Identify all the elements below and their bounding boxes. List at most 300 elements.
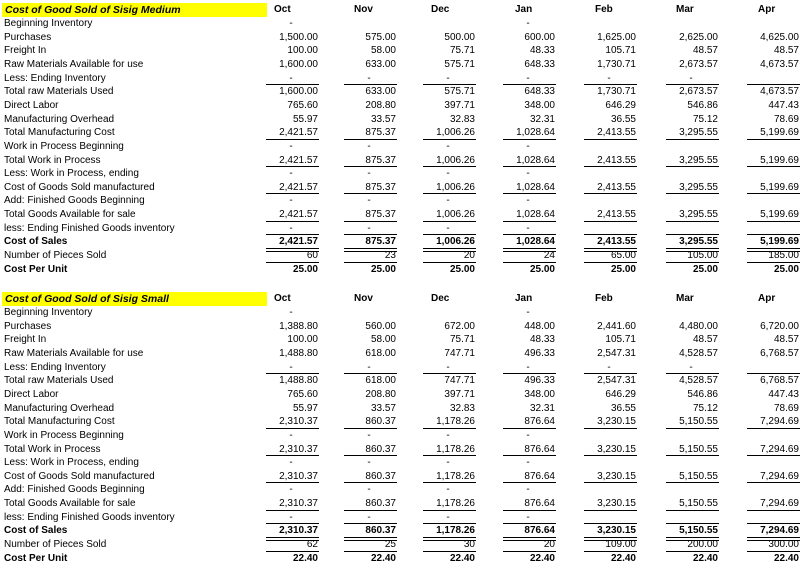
cell-apr[interactable]: 48.57 [773, 334, 799, 346]
month-header-apr: Apr [758, 293, 776, 304]
cell-nov[interactable]: 58.00 [370, 334, 396, 346]
cell-nov[interactable]: 33.57 [370, 402, 396, 414]
cell-feb[interactable]: 1,730.71 [597, 86, 636, 98]
cell-mar[interactable]: 25.00 [692, 263, 718, 275]
row-label: Freight In [4, 334, 47, 346]
cell-apr[interactable]: 78.69 [773, 402, 799, 414]
month-header-mar: Mar [676, 293, 694, 304]
row-label: Total raw Materials Used [4, 86, 114, 98]
cell-jan[interactable]: 496.33 [524, 347, 555, 359]
month-header-feb: Feb [595, 293, 613, 304]
cell-mar[interactable]: 75.12 [692, 113, 718, 125]
cell-oct[interactable]: - [289, 429, 293, 441]
row-label: Raw Materials Available for use [4, 58, 144, 70]
cell-nov[interactable]: 33.57 [370, 113, 396, 125]
cell-jan[interactable]: - [526, 457, 530, 469]
cell-feb[interactable]: 3,230.15 [597, 416, 636, 428]
cell-nov[interactable]: - [367, 511, 371, 523]
cell-oct[interactable]: 1,600.00 [279, 58, 318, 70]
cell-mar[interactable]: 48.57 [692, 334, 718, 346]
row-label: Manufacturing Overhead [4, 402, 115, 414]
cell-dec[interactable]: 397.71 [444, 99, 475, 111]
cell-jan[interactable]: 448.00 [524, 320, 555, 332]
cell-dec[interactable]: 747.71 [444, 347, 475, 359]
cell-nov[interactable]: 860.37 [365, 470, 396, 482]
cell-mar[interactable]: - [689, 72, 693, 84]
cell-dec[interactable]: 575.71 [444, 86, 475, 98]
cell-apr[interactable]: 7,294.69 [760, 525, 799, 537]
row-label: Manufacturing Overhead [4, 113, 115, 125]
cell-nov[interactable]: - [367, 72, 371, 84]
cell-jan[interactable]: 1,028.64 [516, 154, 555, 166]
cell-apr[interactable]: 5,199.69 [760, 236, 799, 248]
cell-oct[interactable]: 765.60 [287, 99, 318, 111]
cell-oct[interactable]: 62 [306, 539, 318, 551]
cell-apr[interactable]: 5,199.69 [760, 209, 799, 221]
cell-oct[interactable]: 2,310.37 [279, 443, 318, 455]
cell-nov[interactable]: 875.37 [365, 209, 396, 221]
cell-apr[interactable]: 5,199.69 [760, 181, 799, 193]
cell-dec[interactable]: 672.00 [444, 320, 475, 332]
cell-feb[interactable]: 2,547.31 [597, 347, 636, 359]
cell-dec[interactable]: - [446, 484, 450, 496]
row-label: Beginning Inventory [4, 307, 93, 318]
cell-dec[interactable]: 25.00 [449, 263, 475, 275]
cell-apr[interactable]: 22.40 [773, 552, 799, 564]
cell-nov[interactable]: - [367, 484, 371, 496]
row-label: Total Goods Available for sale [4, 498, 136, 510]
cell-jan[interactable]: 32.31 [529, 113, 555, 125]
cell-jan[interactable]: 32.31 [529, 402, 555, 414]
cell-nov[interactable]: - [367, 361, 371, 373]
cell-oct[interactable]: - [289, 195, 293, 207]
cell-nov[interactable]: 575.00 [365, 31, 396, 43]
cell-mar[interactable]: 5,150.55 [679, 416, 718, 428]
cell-nov[interactable]: 25.00 [370, 263, 396, 275]
cell-oct[interactable]: 55.97 [292, 113, 318, 125]
cell-mar[interactable]: - [689, 361, 693, 373]
cell-jan[interactable]: - [526, 168, 530, 180]
cell-feb[interactable]: 2,413.55 [597, 209, 636, 221]
cell-apr[interactable]: 4,673.57 [760, 86, 799, 98]
cell-feb[interactable]: 2,441.60 [597, 320, 636, 332]
row-label: Less: Ending Inventory [4, 361, 106, 373]
row-label: Purchases [4, 320, 52, 332]
row-label: Cost of Goods Sold manufactured [4, 181, 155, 193]
cell-oct[interactable]: 2,310.37 [279, 525, 318, 537]
cell-jan[interactable]: 348.00 [524, 388, 555, 400]
cell-oct[interactable]: - [289, 457, 293, 469]
cell-apr[interactable]: 447.43 [768, 388, 799, 400]
cell-nov[interactable]: 875.37 [365, 181, 396, 193]
cell-dec[interactable]: 1,178.26 [436, 525, 475, 537]
cell-nov[interactable]: - [367, 195, 371, 207]
cell-apr[interactable]: 300.00 [768, 539, 799, 551]
cell-jan[interactable]: 22.40 [529, 552, 555, 564]
cell-mar[interactable]: 4,528.57 [679, 347, 718, 359]
cell-nov[interactable]: 875.37 [365, 154, 396, 166]
cell-feb[interactable]: 22.40 [610, 552, 636, 564]
cell-nov[interactable]: 875.37 [365, 236, 396, 248]
cell-dec[interactable]: - [446, 195, 450, 207]
row-label: Purchases [4, 31, 52, 43]
month-header-oct: Oct [274, 293, 291, 304]
row-label: Total Work in Process [4, 443, 101, 455]
cell-jan[interactable]: - [526, 195, 530, 207]
cell-mar[interactable]: 3,295.55 [679, 209, 718, 221]
cell-jan[interactable]: - [526, 222, 530, 234]
cell-mar[interactable]: 5,150.55 [679, 443, 718, 455]
cell-oct[interactable]: 1,488.80 [279, 347, 318, 359]
cell-jan[interactable]: - [526, 140, 530, 152]
cell-dec[interactable]: 1,178.26 [436, 443, 475, 455]
cell-feb[interactable]: 2,547.31 [597, 375, 636, 387]
cell-border [747, 455, 800, 456]
cell-border [747, 428, 800, 429]
cell-dec[interactable]: 500.00 [444, 31, 475, 43]
cell-mar[interactable]: 105.00 [687, 250, 718, 262]
month-header-mar: Mar [676, 4, 694, 15]
cell-border [666, 428, 719, 429]
cell-feb[interactable]: 646.29 [605, 388, 636, 400]
cell-dec[interactable]: 75.71 [449, 45, 475, 57]
cell-mar[interactable]: 5,150.55 [679, 498, 718, 510]
cell-dec[interactable]: - [446, 222, 450, 234]
cell-jan[interactable]: 876.64 [524, 525, 555, 537]
cell-jan[interactable]: 876.64 [524, 498, 555, 510]
cell-apr[interactable]: 6,720.00 [760, 320, 799, 332]
cell-dec[interactable]: 1,178.26 [436, 498, 475, 510]
cell-dec[interactable]: 1,006.26 [436, 236, 475, 248]
cell-nov[interactable]: 618.00 [365, 347, 396, 359]
cell-oct[interactable]: 25.00 [292, 263, 318, 275]
month-header-dec: Dec [431, 4, 450, 15]
cell-oct[interactable]: - [289, 72, 293, 84]
cell-mar[interactable]: 3,295.55 [679, 154, 718, 166]
cell-apr[interactable]: 7,294.69 [760, 416, 799, 428]
cell-apr[interactable]: 185.00 [768, 250, 799, 262]
row-label: Cost Per Unit [4, 263, 68, 275]
cell-apr[interactable]: 5,199.69 [760, 127, 799, 139]
cell-jan[interactable]: - [526, 18, 530, 29]
cell-feb[interactable]: 2,413.55 [597, 154, 636, 166]
cell-oct[interactable]: 2,310.37 [279, 470, 318, 482]
cell-apr[interactable]: 25.00 [773, 263, 799, 275]
month-header-apr: Apr [758, 4, 776, 15]
cell-dec[interactable]: 1,006.26 [436, 154, 475, 166]
cell-nov[interactable]: - [367, 457, 371, 469]
cell-jan[interactable]: 20 [543, 539, 555, 551]
cell-apr[interactable]: 5,199.69 [760, 154, 799, 166]
cell-oct[interactable]: 55.97 [292, 402, 318, 414]
cell-oct[interactable]: 1,500.00 [279, 31, 318, 43]
cell-oct[interactable]: - [289, 484, 293, 496]
cell-jan[interactable]: 876.64 [524, 470, 555, 482]
cell-mar[interactable]: 48.57 [692, 45, 718, 57]
cell-dec[interactable]: 32.83 [449, 113, 475, 125]
cell-feb[interactable]: 2,413.55 [597, 181, 636, 193]
cell-mar[interactable]: 3,295.55 [679, 127, 718, 139]
cell-feb[interactable]: 36.55 [610, 402, 636, 414]
cell-border [666, 510, 719, 511]
cell-mar[interactable]: 3,295.55 [679, 236, 718, 248]
cell-oct[interactable]: 2,421.57 [279, 209, 318, 221]
cell-border [666, 482, 719, 483]
cell-dec[interactable]: - [446, 457, 450, 469]
row-label: Total raw Materials Used [4, 375, 114, 387]
cell-mar[interactable]: 4,528.57 [679, 375, 718, 387]
cell-mar[interactable]: 2,673.57 [679, 86, 718, 98]
cell-dec[interactable]: - [446, 140, 450, 152]
cell-jan[interactable]: - [526, 307, 530, 318]
cell-dec[interactable]: - [446, 168, 450, 180]
cell-dec[interactable]: 75.71 [449, 334, 475, 346]
cell-feb[interactable]: 1,625.00 [597, 31, 636, 43]
cell-feb[interactable]: 3,230.15 [597, 498, 636, 510]
cell-feb[interactable]: 3,230.15 [597, 443, 636, 455]
row-label: Direct Labor [4, 388, 59, 400]
section-title: Cost of Good Sold of Sisig Medium [2, 3, 267, 17]
cell-oct[interactable]: 60 [306, 250, 318, 262]
cell-mar[interactable]: 5,150.55 [679, 525, 718, 537]
cell-jan[interactable]: - [526, 511, 530, 523]
cell-nov[interactable]: 208.80 [365, 388, 396, 400]
row-label: Cost Per Unit [4, 552, 68, 564]
cell-nov[interactable]: 875.37 [365, 127, 396, 139]
cell-border [584, 193, 637, 194]
cell-oct[interactable]: - [289, 511, 293, 523]
cell-nov[interactable]: - [367, 140, 371, 152]
cell-nov[interactable]: 860.37 [365, 416, 396, 428]
cell-mar[interactable]: 546.86 [687, 99, 718, 111]
cell-jan[interactable]: 25.00 [529, 263, 555, 275]
cell-jan[interactable]: - [526, 484, 530, 496]
cell-nov[interactable]: 22.40 [370, 552, 396, 564]
row-label: Raw Materials Available for use [4, 347, 144, 359]
cell-oct[interactable]: 1,488.80 [279, 375, 318, 387]
cell-dec[interactable]: - [446, 361, 450, 373]
row-label: Cost of Sales [4, 236, 68, 248]
cell-oct[interactable]: 100.00 [287, 334, 318, 346]
cell-jan[interactable]: 24 [543, 250, 555, 262]
row-label: Less: Ending Inventory [4, 72, 106, 84]
cell-feb[interactable]: 65.00 [610, 250, 636, 262]
cell-jan[interactable]: - [526, 361, 530, 373]
cell-border [747, 510, 800, 511]
cell-border [584, 221, 637, 222]
cell-border [666, 221, 719, 222]
cell-oct[interactable]: 1,388.80 [279, 320, 318, 332]
cell-nov[interactable]: 560.00 [365, 320, 396, 332]
cell-nov[interactable]: 860.37 [365, 443, 396, 455]
cell-nov[interactable]: 633.00 [365, 58, 396, 70]
month-header-jan: Jan [515, 293, 533, 304]
cell-mar[interactable]: 4,480.00 [679, 320, 718, 332]
cell-border [666, 193, 719, 194]
cell-feb[interactable]: 105.71 [605, 334, 636, 346]
cell-feb[interactable]: 646.29 [605, 99, 636, 111]
cell-feb[interactable]: 3,230.15 [597, 525, 636, 537]
row-label: Total Manufacturing Cost [4, 416, 115, 428]
cell-dec[interactable]: 1,178.26 [436, 470, 475, 482]
cell-apr[interactable]: 78.69 [773, 113, 799, 125]
cell-dec[interactable]: - [446, 429, 450, 441]
row-label: Beginning Inventory [4, 18, 93, 29]
row-label: Total Work in Process [4, 154, 101, 166]
cell-jan[interactable]: 1,028.64 [516, 127, 555, 139]
cell-nov[interactable]: 633.00 [365, 86, 396, 98]
month-header-nov: Nov [354, 293, 373, 304]
cell-mar[interactable]: 2,673.57 [679, 58, 718, 70]
cell-oct[interactable]: - [289, 140, 293, 152]
cell-oct[interactable]: 765.60 [287, 388, 318, 400]
cell-dec[interactable]: 1,006.26 [436, 181, 475, 193]
cell-nov[interactable]: 23 [384, 250, 396, 262]
cell-jan[interactable]: 496.33 [524, 375, 555, 387]
cell-nov[interactable]: 618.00 [365, 375, 396, 387]
cell-jan[interactable]: 48.33 [529, 45, 555, 57]
cell-feb[interactable]: 1,730.71 [597, 58, 636, 70]
cell-oct[interactable]: - [289, 168, 293, 180]
row-label: less: Ending Finished Goods inventory [4, 222, 175, 234]
cell-jan[interactable]: 1,028.64 [516, 209, 555, 221]
cell-jan[interactable]: 600.00 [524, 31, 555, 43]
row-label: Number of Pieces Sold [4, 250, 107, 262]
cell-nov[interactable]: - [367, 222, 371, 234]
row-label: Total Manufacturing Cost [4, 127, 115, 139]
cell-jan[interactable]: 1,028.64 [516, 236, 555, 248]
cell-feb[interactable]: - [607, 361, 611, 373]
cell-oct[interactable]: 2,421.57 [279, 181, 318, 193]
cell-apr[interactable]: 4,625.00 [760, 31, 799, 43]
cell-oct[interactable]: 2,421.57 [279, 236, 318, 248]
cell-oct[interactable]: 22.40 [292, 552, 318, 564]
cell-dec[interactable]: 20 [463, 250, 475, 262]
cell-feb[interactable]: - [607, 72, 611, 84]
cell-dec[interactable]: 1,178.26 [436, 416, 475, 428]
cell-feb[interactable]: 2,413.55 [597, 236, 636, 248]
cell-apr[interactable]: 6,768.57 [760, 347, 799, 359]
cell-jan[interactable]: - [526, 72, 530, 84]
cell-border [747, 139, 800, 140]
row-label: Add: Finished Goods Beginning [4, 195, 145, 207]
cell-jan[interactable]: 48.33 [529, 334, 555, 346]
cell-mar[interactable]: 3,295.55 [679, 181, 718, 193]
cell-mar[interactable]: 5,150.55 [679, 470, 718, 482]
row-label: Cost of Sales [4, 525, 68, 537]
cell-oct[interactable]: - [289, 18, 293, 29]
cell-jan[interactable]: - [526, 429, 530, 441]
cell-feb[interactable]: 2,413.55 [597, 127, 636, 139]
cell-border [584, 482, 637, 483]
cell-border [584, 166, 637, 167]
cell-dec[interactable]: 32.83 [449, 402, 475, 414]
row-label: Add: Finished Goods Beginning [4, 484, 145, 496]
cell-dec[interactable]: - [446, 72, 450, 84]
row-label: Less: Work in Process, ending [4, 168, 139, 180]
cell-oct[interactable]: 2,421.57 [279, 127, 318, 139]
month-header-oct: Oct [274, 4, 291, 15]
cell-oct[interactable]: 1,600.00 [279, 86, 318, 98]
cell-border [747, 166, 800, 167]
cell-nov[interactable]: 58.00 [370, 45, 396, 57]
cell-feb[interactable]: 3,230.15 [597, 470, 636, 482]
month-header-jan: Jan [515, 4, 533, 15]
cell-apr[interactable]: 7,294.69 [760, 498, 799, 510]
cell-dec[interactable]: 1,006.26 [436, 127, 475, 139]
cell-dec[interactable]: 22.40 [449, 552, 475, 564]
cell-mar[interactable]: 2,625.00 [679, 31, 718, 43]
row-label: less: Ending Finished Goods inventory [4, 511, 175, 523]
cell-jan[interactable]: 648.33 [524, 86, 555, 98]
cell-mar[interactable]: 22.40 [692, 552, 718, 564]
cell-apr[interactable]: 48.57 [773, 45, 799, 57]
cell-mar[interactable]: 75.12 [692, 402, 718, 414]
cell-border [584, 510, 637, 511]
cell-apr[interactable]: 7,294.69 [760, 443, 799, 455]
cell-feb[interactable]: 25.00 [610, 263, 636, 275]
cell-border [747, 221, 800, 222]
cell-border [584, 455, 637, 456]
cell-mar[interactable]: 200.00 [687, 539, 718, 551]
cell-dec[interactable]: - [446, 511, 450, 523]
section-title: Cost of Good Sold of Sisig Small [2, 292, 267, 306]
cell-mar[interactable]: 546.86 [687, 388, 718, 400]
cell-dec[interactable]: 747.71 [444, 375, 475, 387]
cell-apr[interactable]: 7,294.69 [760, 470, 799, 482]
cell-oct[interactable]: - [289, 361, 293, 373]
cell-oct[interactable]: 2,310.37 [279, 498, 318, 510]
cell-jan[interactable]: 876.64 [524, 443, 555, 455]
cell-oct[interactable]: 2,421.57 [279, 154, 318, 166]
cell-apr[interactable]: 4,673.57 [760, 58, 799, 70]
row-label: Number of Pieces Sold [4, 539, 107, 551]
cell-nov[interactable]: 208.80 [365, 99, 396, 111]
cell-feb[interactable]: 109.00 [605, 539, 636, 551]
cell-jan[interactable]: 648.33 [524, 58, 555, 70]
cell-jan[interactable]: 348.00 [524, 99, 555, 111]
month-header-feb: Feb [595, 4, 613, 15]
month-header-nov: Nov [354, 4, 373, 15]
cell-nov[interactable]: 860.37 [365, 525, 396, 537]
row-label: Cost of Goods Sold manufactured [4, 470, 155, 482]
cell-oct[interactable]: - [289, 222, 293, 234]
cell-jan[interactable]: 876.64 [524, 416, 555, 428]
row-label: Direct Labor [4, 99, 59, 111]
cell-oct[interactable]: 2,310.37 [279, 416, 318, 428]
cell-border [666, 455, 719, 456]
cell-dec[interactable]: 30 [463, 539, 475, 551]
cell-oct[interactable]: 100.00 [287, 45, 318, 57]
cell-apr[interactable]: 6,768.57 [760, 375, 799, 387]
cell-border [584, 139, 637, 140]
cell-apr[interactable]: 447.43 [768, 99, 799, 111]
cell-border [584, 428, 637, 429]
cell-nov[interactable]: 860.37 [365, 498, 396, 510]
cell-dec[interactable]: 575.71 [444, 58, 475, 70]
cell-oct[interactable]: - [289, 307, 293, 318]
cell-feb[interactable]: 105.71 [605, 45, 636, 57]
cell-jan[interactable]: 1,028.64 [516, 181, 555, 193]
cell-nov[interactable]: - [367, 429, 371, 441]
cell-border [666, 166, 719, 167]
cell-nov[interactable]: 25 [384, 539, 396, 551]
cell-dec[interactable]: 397.71 [444, 388, 475, 400]
cell-dec[interactable]: 1,006.26 [436, 209, 475, 221]
cell-feb[interactable]: 36.55 [610, 113, 636, 125]
cell-nov[interactable]: - [367, 168, 371, 180]
row-label: Freight In [4, 45, 47, 57]
